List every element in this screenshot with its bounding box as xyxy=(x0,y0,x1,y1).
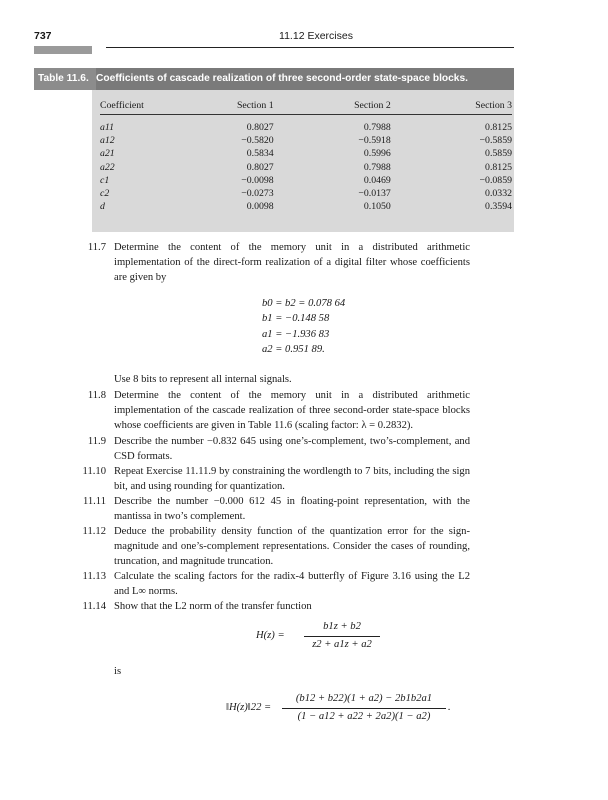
exercise-number: 11.14 xyxy=(82,601,106,612)
coefficient-name: a12 xyxy=(100,135,115,147)
coefficient-value: −0.5820 xyxy=(241,135,274,147)
equation-b0: b0 = b2 = 0.078 64 xyxy=(262,298,346,309)
hz-denominator: z2 + a1z + a2 xyxy=(312,639,372,650)
equation-a2: a2 = 0.951 89. xyxy=(262,344,325,355)
table-row xyxy=(100,161,512,174)
table-row xyxy=(100,174,512,187)
equation-b1: b1 = −0.148 58 xyxy=(262,313,330,324)
coefficient-value: 0.0098 xyxy=(246,201,274,213)
coefficient-value: 0.8125 xyxy=(485,161,512,173)
coefficient-value: −0.0098 xyxy=(241,174,274,186)
exercise-text: Repeat Exercise 11.11.9 by constraining the wordlength to 7 bits, including the sign bit, and using rounding for quantization. xyxy=(114,466,470,492)
norm-numerator: (b12 + b22)(1 + a2) − 2b1b2a1 xyxy=(295,693,433,704)
coefficient-name: a11 xyxy=(100,122,114,134)
exercise-text: Show that the L2 norm of the transfer function xyxy=(114,601,312,612)
exercise-text: Determine the content of the memory unit in a distributed arithmetic implementation of the cascade realization of three second-order state-space blocks whose coefficients are given in Table 11.6 (scaling factor: λ = 0.2832). xyxy=(114,390,470,431)
exercise-number: 11.8 xyxy=(87,390,106,401)
col-header: Coefficient xyxy=(100,99,144,111)
coefficient-value: 0.5996 xyxy=(363,148,391,160)
table-row xyxy=(100,147,512,160)
coefficient-name: a21 xyxy=(100,148,115,160)
coefficient-value: 0.1050 xyxy=(363,201,391,213)
exercise-text: is xyxy=(114,666,122,677)
table-row xyxy=(100,134,512,147)
exercise-text: Use 8 bits to represent all internal signals. xyxy=(114,374,292,385)
coefficient-value: −0.0137 xyxy=(358,188,391,200)
table-row xyxy=(100,115,512,135)
coefficient-name: a22 xyxy=(100,161,115,173)
col-header: Section 2 xyxy=(354,99,391,111)
table-caption: Coefficients of cascade realization of three second-order state-space blocks. xyxy=(96,73,468,84)
coefficient-value: 0.8027 xyxy=(246,122,274,134)
coefficient-value: 0.5834 xyxy=(246,148,274,160)
hz-fraction-bar xyxy=(304,636,380,637)
header-gray-bar xyxy=(34,46,92,54)
exercise-text: Describe the number −0.832 645 using one’s-complement, two’s-complement, and CSD formats. xyxy=(114,436,470,462)
hz-lhs: H(z) = xyxy=(256,630,285,641)
page-number: 737 xyxy=(34,30,52,42)
coefficient-value: 0.8125 xyxy=(485,122,512,134)
table-header-row xyxy=(100,96,512,115)
exercise-number: 11.9 xyxy=(87,436,106,447)
header-rule xyxy=(106,47,514,48)
coefficient-value: 0.8027 xyxy=(246,161,274,173)
equation-a1: a1 = −1.936 83 xyxy=(262,329,330,340)
coefficient-value: −0.0859 xyxy=(479,174,512,186)
exercise-number: 11.11 xyxy=(82,496,106,507)
page-header xyxy=(0,0,608,54)
coefficient-value: 0.7988 xyxy=(363,161,391,173)
norm-fraction-bar xyxy=(282,708,446,709)
coefficient-value: −0.5859 xyxy=(479,135,512,147)
exercise-text: Determine the content of the memory unit in a distributed arithmetic implementation of the direct-form realization of a digital filter whose coefficients are given by xyxy=(114,242,470,283)
coefficient-value: 0.7988 xyxy=(363,122,391,134)
table-label: Table 11.6. xyxy=(34,68,96,90)
coefficient-value: 0.0469 xyxy=(363,174,391,186)
coefficient-name: c2 xyxy=(100,188,110,200)
running-title: 11.12 Exercises xyxy=(279,30,353,42)
hz-numerator: b1z + b2 xyxy=(323,621,361,632)
norm-lhs: ‖H(z)‖22 = xyxy=(226,702,272,713)
coefficient-value: 0.3594 xyxy=(485,201,512,213)
col-header: Section 1 xyxy=(236,99,274,111)
exercise-text: Deduce the probability density function of the quantization error for the sign-magnitude and one’s-complement representations. Consider the cases of rounding, truncation, and magnitude truncation. xyxy=(114,526,470,567)
coefficient-value: 0.0332 xyxy=(485,188,512,200)
exercise-number: 11.10 xyxy=(82,466,106,477)
coefficient-value: −0.5918 xyxy=(358,135,391,147)
exercise-number: 11.13 xyxy=(82,571,106,582)
coefficient-value: −0.0273 xyxy=(241,188,274,200)
exercise-number: 11.7 xyxy=(87,242,106,253)
table-row xyxy=(100,200,512,213)
coefficient-table xyxy=(100,96,512,213)
col-header: Section 3 xyxy=(475,99,512,111)
coefficient-value: 0.5859 xyxy=(485,148,512,160)
coefficient-name: d xyxy=(100,201,105,213)
exercise-number: 11.12 xyxy=(82,526,106,537)
norm-period: . xyxy=(448,702,451,713)
table-row xyxy=(100,187,512,200)
norm-denominator: (1 − a12 + a22 + 2a2)(1 − a2) xyxy=(297,711,431,722)
exercise-text: Calculate the scaling factors for the radix-4 butterfly of Figure 3.16 using the L2 and L∞ norms. xyxy=(114,571,470,597)
exercise-text: Describe the number −0.000 612 45 in floating-point representation, with the mantissa in two’s complement. xyxy=(114,496,470,522)
coefficient-name: c1 xyxy=(100,174,110,186)
table-caption-bar xyxy=(34,68,514,90)
